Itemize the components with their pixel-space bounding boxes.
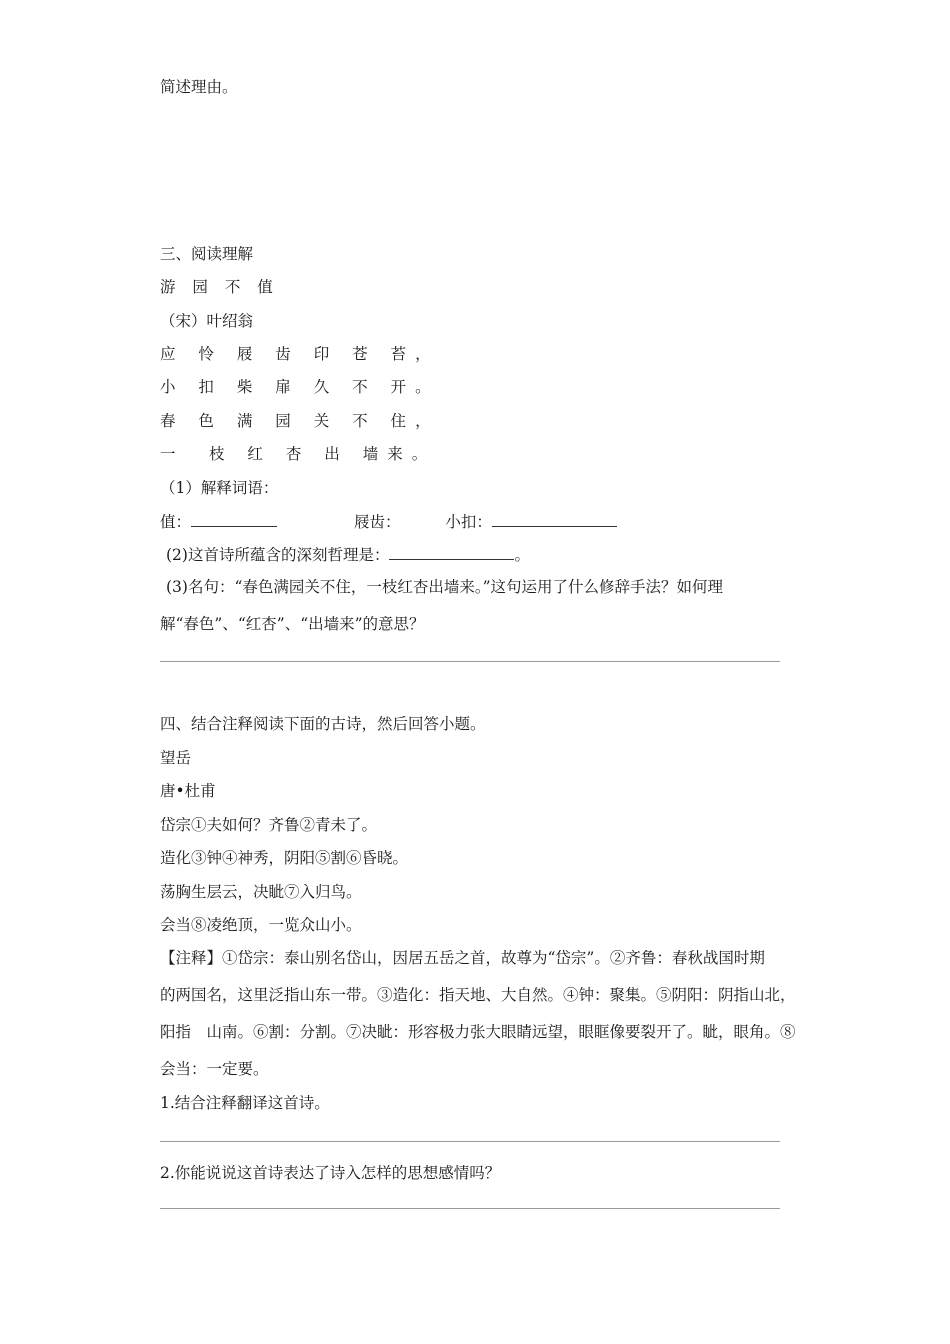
q3-line-1: (3)名句：“春色满园关不住，一枝红杏出墙来。”这句运用了什么修辞手法？如何理 xyxy=(166,578,724,596)
section3-heading: 三、阅读理解 xyxy=(160,245,254,263)
section3-poem-line: 应 怜 屐 齿 印 苍 苔， xyxy=(160,345,440,363)
notes-line: 阳指 山南。⑥割：分割。⑦决眦：形容极力张大眼睛远望，眼眶像要裂开了。眦，眼角。⑧ xyxy=(160,1023,796,1041)
q2-prefix: (2)这首诗所蕴含的深刻哲理是： xyxy=(166,546,390,564)
section4-poem-line: 荡胸生层云，决眦⑦入归鸟。 xyxy=(160,883,362,901)
section4-poem-line: 造化③钟④神秀，阴阳⑤割⑥昏晓。 xyxy=(160,849,409,867)
notes-line: 【注释】①岱宗：泰山别名岱山，因居五岳之首，故尊为“岱宗”。②齐鲁：春秋战国时期 xyxy=(160,949,765,967)
section3-poem-line: 春 色 满 园 关 不 住， xyxy=(160,412,440,430)
term-xiaokou-blank[interactable] xyxy=(492,510,617,527)
term-zhi-blank[interactable] xyxy=(191,510,277,527)
notes-line: 会当：一定要。 xyxy=(160,1060,269,1078)
section4-poem-title: 望岳 xyxy=(160,749,192,767)
term-xiaokou-label: 小扣： xyxy=(445,513,492,531)
q2-blank[interactable] xyxy=(389,543,514,560)
section4-q1: 1.结合注释翻译这首诗。 xyxy=(160,1094,330,1112)
section3-poem-line: 一 枝 红 杏 出 墙来。 xyxy=(160,445,437,463)
section4-author: 唐•杜甫 xyxy=(160,782,216,800)
q1-label: （1）解释词语： xyxy=(160,479,279,497)
q2-suffix: 。 xyxy=(514,546,530,564)
notes-line: 的两国名，这里泛指山东一带。③造化：指天地、大自然。④钟：聚集。⑤阴阳：阴指山北， xyxy=(160,986,796,1004)
q3-line-2: 解“春色”、“红杏”、“出墙来”的意思？ xyxy=(160,615,425,633)
section4-q1-answer-line[interactable] xyxy=(160,1141,780,1142)
section4-poem-line: 岱宗①夫如何？齐鲁②青未了。 xyxy=(160,816,378,834)
term-zhi-label: 值： xyxy=(160,513,192,531)
q1-terms-row xyxy=(160,510,617,533)
term-jichi-blank[interactable] xyxy=(400,511,440,527)
section4-heading: 四、结合注释阅读下面的古诗，然后回答小题。 xyxy=(160,715,486,733)
q2-row xyxy=(166,543,530,566)
section3-poem-line: 小 扣 柴 扉 久 不 开。 xyxy=(160,378,440,396)
q3-answer-line[interactable] xyxy=(160,661,780,662)
section4-poem-line: 会当⑧凌绝顶，一览众山小。 xyxy=(160,916,362,934)
section4-q2-answer-line[interactable] xyxy=(160,1208,780,1209)
section3-author: （宋）叶绍翁 xyxy=(160,312,254,330)
prev-question-tail: 简述理由。 xyxy=(160,78,238,96)
section3-poem-title: 游 园 不 值 xyxy=(160,278,279,296)
section4-q2: 2.你能说说这首诗表达了诗入怎样的思想感情吗？ xyxy=(160,1164,501,1182)
term-jichi-label: 屐齿： xyxy=(353,513,401,531)
